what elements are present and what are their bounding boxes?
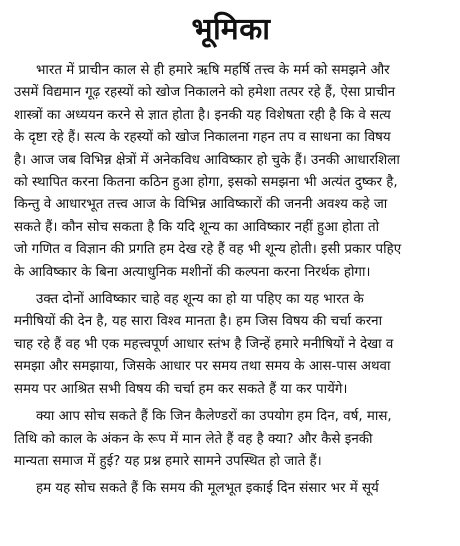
text-line: समझा और समझाया, जिसके आधार पर समय तथा समय के आस-पास अथवा [14, 359, 391, 375]
text-line: को स्थापित करना कितना कठिन हुआ होगा, इसको समझना भी अत्यंत दुष्कर है, [14, 175, 398, 191]
text-line: हम यह सोच सकते हैं कि समय की मूलभूत इकाई दिन संसार भर में सूर्य [36, 481, 379, 497]
paragraph-3 [14, 406, 448, 473]
text-line: है। आज जब विभिन्न क्षेत्रों में अनेकविध आविष्कार हो चुके हैं। उनकी आधारशिला [14, 152, 400, 168]
text-line: चाह रहे हैं वह भी एक महत्त्वपूर्ण आधार स्तंभ है जिन्हें हमारे मनीषियों ने देखा व [14, 336, 394, 352]
text-line: उसमें विद्यमान गूढ़ रहस्यों को खोज निकालने को हमेशा तत्पर रहे हैं, ऐसा प्राचीन [14, 85, 396, 101]
text-line: के दृष्टा रहे हैं। सत्य के रहस्यों को खोज निकालना गहन तप व साधना का विषय [14, 130, 391, 146]
text-line: क्या आप सोच सकते हैं कि जिन कैलेण्डरों का उपयोग हम दिन, वर्ष, मास, [36, 409, 392, 425]
page-title: भूमिका [191, 12, 271, 47]
text-line: जो गणित व विज्ञान की प्रगति हम देख रहे हैं वह भी शून्य होती। इसी प्रकार पहिए [14, 242, 402, 258]
text-line: भारत में प्राचीन काल से ही हमारे ऋषि महर्षि तत्त्व के मर्म को समझने और [36, 63, 390, 78]
text-line: समय पर आश्रित सभी विषय की चर्चा हम कर सकते हैं या कर पायेंगे। [14, 381, 348, 397]
paragraph-2 [14, 289, 448, 401]
text-line: मनीषियों की देन है, यह सारा विश्व मानता है। हम जिस विषय की चर्चा करना [14, 314, 383, 330]
text-line: सकते हैं। कौन सोच सकता है कि यदि शून्य का आविष्कार नहीं हुआ होता तो [14, 219, 380, 235]
paragraph-1 [14, 60, 448, 284]
text-line: किन्तु वे आधारभूत तत्त्व आज के विभिन्न आविष्कारों की जननी अवश्य कहे जा [14, 197, 388, 213]
text-line: मान्यता समाज में हुई? यह प्रश्न हमारे सामने उपस्थित हो जाते हैं। [14, 453, 322, 469]
text-line: तिथि को काल के अंकन के रूप में मान लेते हैं वह है क्या? और कैसे इनकी [14, 431, 373, 447]
text-line: उक्त दोनों आविष्कार चाहे वह शून्य का हो या पहिए का यह भारत के [36, 292, 364, 308]
text-line: शास्त्रों का अध्ययन करने से ज्ञात होता है। इनकी यह विशेषता रही है कि वे सत्य [14, 107, 391, 123]
text-line: के आविष्कार के बिना अत्याधुनिक मशीनों की कल्पना करना निरर्थक होगा। [14, 264, 371, 280]
paragraph-4 [14, 478, 448, 500]
